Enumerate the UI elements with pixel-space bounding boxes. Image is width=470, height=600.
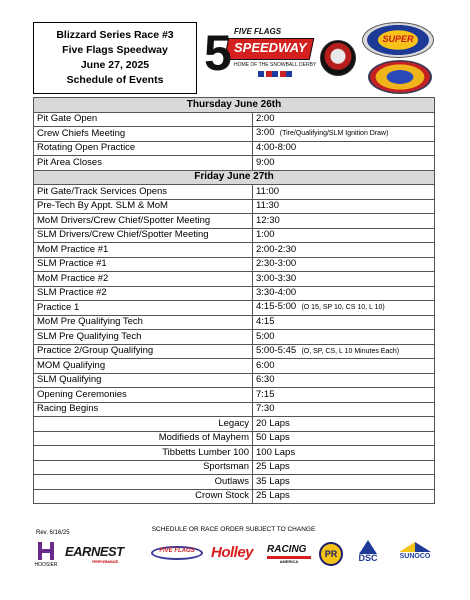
day-header-friday xyxy=(34,170,435,185)
event-name: SLM Pre Qualifying Tech xyxy=(34,330,253,345)
event-note: (Tire/Qualifying/SLM Ignition Draw) xyxy=(279,130,389,138)
event-time-cell xyxy=(253,315,435,330)
event-time: 7:15 xyxy=(256,388,275,400)
schedule-row xyxy=(34,388,435,403)
race-name: Modifieds of Mayhem xyxy=(34,431,253,446)
schedule-row xyxy=(34,199,435,214)
event-name: MoM Practice #1 xyxy=(34,243,253,258)
race-laps: 25 Laps xyxy=(253,489,435,504)
event-time-cell xyxy=(253,214,435,229)
hoosier-logo xyxy=(33,540,59,568)
five-flags-ring-icon xyxy=(151,546,203,560)
event-time-cell xyxy=(253,359,435,374)
event-name: MoM Pre Qualifying Tech xyxy=(34,315,253,330)
five-flags-speedway-logo xyxy=(204,24,317,84)
sunoco-arrow-icon xyxy=(399,542,431,552)
event-time-cell xyxy=(253,141,435,156)
schedule-heading: Schedule of Events xyxy=(66,74,164,86)
event-title-box xyxy=(33,22,197,94)
racing-label: RACING xyxy=(267,544,307,555)
dsc-label: DSC xyxy=(358,553,378,563)
event-time: 3:00-3:30 xyxy=(256,272,297,284)
event-time: 11:00 xyxy=(256,185,280,197)
event-time-cell xyxy=(253,112,435,127)
race-laps: 25 Laps xyxy=(253,460,435,475)
race-name: Sportsman xyxy=(34,460,253,475)
schedule-row xyxy=(34,243,435,258)
event-name: Opening Ceremonies xyxy=(34,388,253,403)
pr-logo: PR xyxy=(319,542,343,566)
schedule-row xyxy=(34,330,435,345)
event-name: Crew Chiefs Meeting xyxy=(34,127,253,142)
event-time: 2:00-2:30 xyxy=(256,243,297,255)
race-row xyxy=(34,489,435,504)
event-name: Rotating Open Practice xyxy=(34,141,253,156)
schedule-row xyxy=(34,112,435,127)
event-name: SLM Qualifying xyxy=(34,373,253,388)
event-time: 12:30 xyxy=(256,214,280,226)
logo-sub-text: HOME OF THE SNOWBALL DERBY xyxy=(234,62,317,68)
schedule-row xyxy=(34,286,435,301)
event-name: Pit Area Closes xyxy=(34,156,253,171)
schedule-row xyxy=(34,214,435,229)
event-name: Racing Begins xyxy=(34,402,253,417)
event-time-cell xyxy=(253,330,435,345)
event-time-cell xyxy=(253,402,435,417)
revision-date: Rev. 6/16/25 xyxy=(36,530,70,536)
event-note: (O 15, SP 10, CS 10, L 10) xyxy=(301,304,385,312)
schedule-row xyxy=(34,156,435,171)
earnest-sub-label: PERFORMANCE xyxy=(92,559,118,564)
super-series-logo xyxy=(362,22,434,58)
race-row xyxy=(34,460,435,475)
race-row xyxy=(34,431,435,446)
racing-sub-label: AMERICA xyxy=(279,559,299,564)
event-name: MOM Qualifying xyxy=(34,359,253,374)
modifieds-of-mayhem-logo xyxy=(368,60,432,94)
event-time-cell xyxy=(253,243,435,258)
logo-main-text: SPEEDWAY xyxy=(234,40,307,55)
event-time-cell xyxy=(253,373,435,388)
sponsor-strip xyxy=(33,540,438,580)
event-time-cell xyxy=(253,286,435,301)
sunoco-logo xyxy=(393,542,437,560)
dsc-triangle-icon xyxy=(359,540,377,554)
event-time: 4:15-5:00 xyxy=(256,301,297,313)
event-time: 4:00-8:00 xyxy=(256,142,297,154)
skull-badge-logo xyxy=(320,40,356,76)
event-note: (O, SP, CS, L 10 Minutes Each) xyxy=(301,347,400,355)
super-series-text: SUPER xyxy=(382,34,414,44)
schedule-row xyxy=(34,141,435,156)
race-row xyxy=(34,475,435,490)
schedule-row xyxy=(34,257,435,272)
event-time: 2:00 xyxy=(256,113,275,125)
event-name: MoM Practice #2 xyxy=(34,272,253,287)
schedule-row xyxy=(34,185,435,200)
five-flags-sponsor-label: FIVE FLAGS xyxy=(159,548,195,554)
event-time-cell xyxy=(253,272,435,287)
event-time-cell xyxy=(253,156,435,171)
event-time: 9:00 xyxy=(256,156,275,168)
event-time-cell xyxy=(253,185,435,200)
event-time: 7:30 xyxy=(256,403,275,415)
event-name: SLM Drivers/Crew Chief/Spotter Meeting xyxy=(34,228,253,243)
event-time-cell xyxy=(253,199,435,214)
event-date: June 27, 2025 xyxy=(80,59,150,71)
event-time-cell xyxy=(253,301,435,316)
logo-number: 5 xyxy=(204,25,232,81)
race-name: Tibbetts Lumber 100 xyxy=(34,446,253,461)
racing-america-logo xyxy=(267,544,311,564)
schedule-row xyxy=(34,373,435,388)
event-time-cell xyxy=(253,344,435,359)
day-title: Friday June 27th xyxy=(34,170,435,185)
hoosier-h-icon xyxy=(38,542,54,560)
day-header-thursday xyxy=(34,98,435,113)
event-time: 6:00 xyxy=(256,359,275,371)
event-name: Practice 1 xyxy=(34,301,253,316)
schedule-row xyxy=(34,228,435,243)
race-row xyxy=(34,417,435,432)
event-time: 5:00 xyxy=(256,330,275,342)
series-title: Blizzard Series Race #3 xyxy=(56,29,174,41)
schedule-row xyxy=(34,272,435,287)
event-time: 3:30-4:00 xyxy=(256,287,297,299)
change-notice: SCHEDULE OR RACE ORDER SUBJECT TO CHANGE xyxy=(151,526,316,533)
race-row xyxy=(34,446,435,461)
event-time: 6:30 xyxy=(256,374,275,386)
schedule-table xyxy=(33,97,435,504)
schedule-row xyxy=(34,301,435,316)
event-time-cell xyxy=(253,127,435,142)
event-time: 3:00 xyxy=(256,127,275,139)
event-time-cell xyxy=(253,388,435,403)
event-time-cell xyxy=(253,228,435,243)
venue-name: Five Flags Speedway xyxy=(62,44,168,56)
event-time: 2:30-3:00 xyxy=(256,258,297,270)
dsc-logo xyxy=(351,540,385,568)
logo-flags xyxy=(258,71,294,77)
logo-top-text: FIVE FLAGS xyxy=(234,27,282,36)
earnest-label: EARNEST xyxy=(65,544,124,559)
event-name: Practice 2/Group Qualifying xyxy=(34,344,253,359)
day-title: Thursday June 26th xyxy=(34,98,435,113)
event-time: 1:00 xyxy=(256,229,275,241)
race-name: Legacy xyxy=(34,417,253,432)
race-laps: 20 Laps xyxy=(253,417,435,432)
schedule-row xyxy=(34,359,435,374)
schedule-row xyxy=(34,402,435,417)
event-name: MoM Drivers/Crew Chief/Spotter Meeting xyxy=(34,214,253,229)
schedule-row xyxy=(34,344,435,359)
event-name: SLM Practice #1 xyxy=(34,257,253,272)
holley-logo: Holley xyxy=(211,544,254,561)
event-time: 11:30 xyxy=(256,200,280,212)
schedule-row xyxy=(34,127,435,142)
event-time-cell xyxy=(253,257,435,272)
race-laps: 100 Laps xyxy=(253,446,435,461)
five-flags-sponsor-logo xyxy=(151,546,203,566)
event-name: Pit Gate/Track Services Opens xyxy=(34,185,253,200)
earnest-logo xyxy=(65,544,145,564)
event-name: Pre-Tech By Appt. SLM & MoM xyxy=(34,199,253,214)
sunoco-label: SUNOCO xyxy=(399,553,431,560)
event-time: 5:00-5:45 xyxy=(256,344,297,356)
race-laps: 50 Laps xyxy=(253,431,435,446)
event-time: 4:15 xyxy=(256,316,275,328)
hoosier-label: HOOSIER xyxy=(34,562,58,568)
race-name: Crown Stock xyxy=(34,489,253,504)
event-name: SLM Practice #2 xyxy=(34,286,253,301)
schedule-row xyxy=(34,315,435,330)
race-laps: 35 Laps xyxy=(253,475,435,490)
event-name: Pit Gate Open xyxy=(34,112,253,127)
race-name: Outlaws xyxy=(34,475,253,490)
